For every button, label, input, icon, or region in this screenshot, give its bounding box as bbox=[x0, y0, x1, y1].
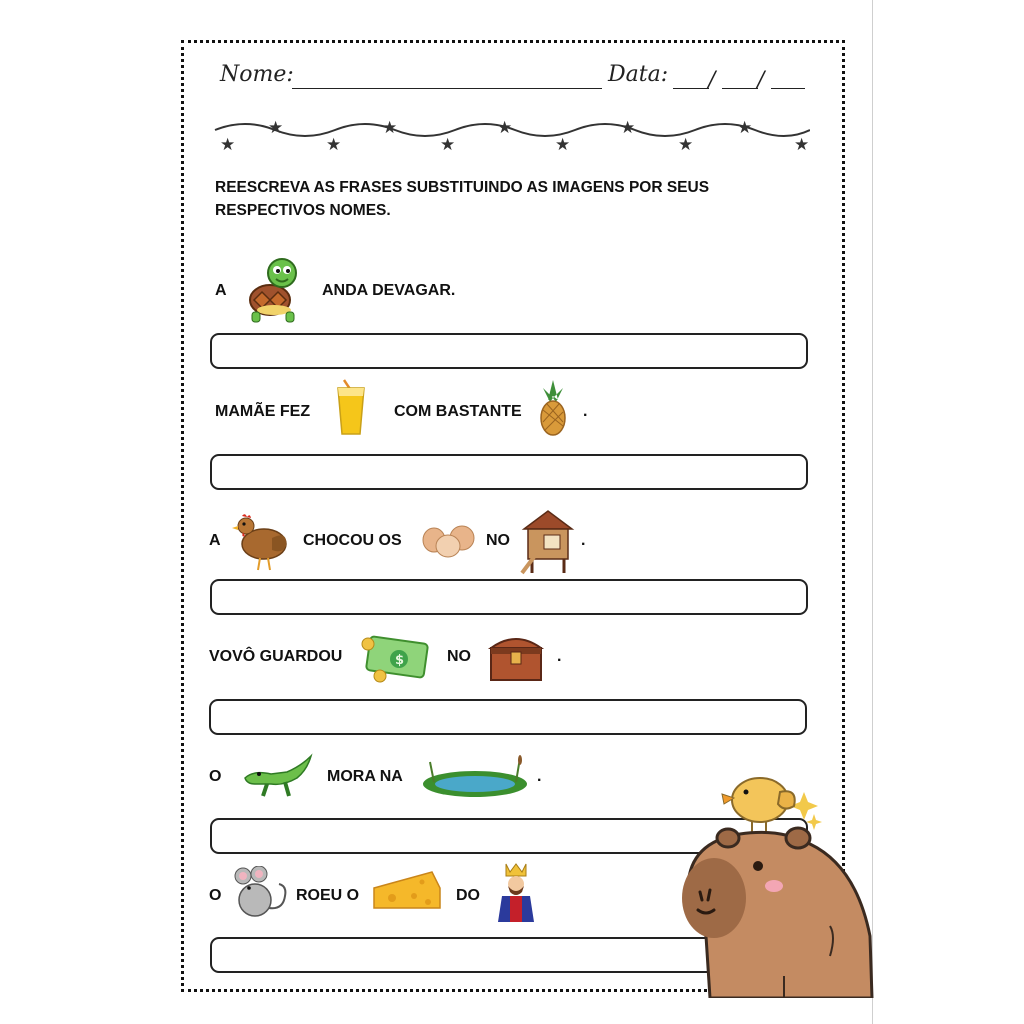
name-input-line[interactable] bbox=[292, 88, 602, 89]
svg-text:★: ★ bbox=[620, 118, 636, 138]
sentence-4-text-a: VOVÔ GUARDOU bbox=[209, 648, 343, 665]
sentence-5-text-b: MORA NA bbox=[327, 768, 403, 785]
hen-icon bbox=[232, 510, 290, 572]
chicken-coop-icon bbox=[520, 507, 576, 575]
mouse-icon bbox=[233, 866, 289, 920]
sentence-1-text-b: ANDA DEVAGAR. bbox=[322, 282, 456, 299]
eggs-icon bbox=[420, 522, 478, 558]
date-slash-2: / bbox=[757, 68, 765, 93]
king-icon bbox=[494, 862, 538, 924]
sentence-1-word-a: A bbox=[215, 282, 227, 299]
pineapple-icon bbox=[535, 378, 571, 438]
answer-box-3[interactable] bbox=[210, 579, 808, 615]
svg-text:★: ★ bbox=[220, 135, 236, 155]
svg-text:$: $ bbox=[395, 653, 405, 668]
sentence-5-word-a: O bbox=[209, 768, 222, 785]
crocodile-icon bbox=[243, 752, 313, 802]
sentence-4-period: . bbox=[557, 648, 562, 665]
date-year-line[interactable] bbox=[771, 88, 805, 89]
svg-text:★: ★ bbox=[326, 135, 342, 155]
svg-text:★: ★ bbox=[497, 118, 513, 138]
turtle-icon bbox=[244, 256, 304, 324]
sentence-3-word-a: A bbox=[209, 532, 221, 549]
date-day-line[interactable] bbox=[673, 88, 709, 89]
sentence-2-text-b: COM BASTANTE bbox=[394, 403, 522, 420]
date-slash-1: / bbox=[708, 68, 716, 93]
date-label: Data: bbox=[608, 62, 669, 87]
answer-box-1[interactable] bbox=[210, 333, 808, 369]
sentence-5-period: . bbox=[537, 768, 542, 785]
sentence-2-period: . bbox=[583, 403, 588, 420]
name-label: Nome: bbox=[220, 62, 294, 87]
sentence-6-word-c: DO bbox=[456, 887, 480, 904]
cheese-icon bbox=[372, 868, 442, 912]
money-icon bbox=[360, 632, 430, 684]
sentence-3-text-b: CHOCOU OS bbox=[303, 532, 402, 549]
instruction-text: REESCREVA AS FRASES SUBSTITUINDO AS IMAGENS POR SEUS RESPECTIVOS NOMES. bbox=[215, 179, 710, 219]
svg-text:★: ★ bbox=[440, 135, 456, 155]
svg-text:★: ★ bbox=[737, 118, 753, 138]
sentence-4-word-b: NO bbox=[447, 648, 471, 665]
svg-text:★: ★ bbox=[268, 118, 284, 138]
sentence-2-text-a: MAMÃE FEZ bbox=[215, 403, 311, 420]
date-month-line[interactable] bbox=[722, 88, 758, 89]
sentence-3-word-c: NO bbox=[486, 532, 510, 549]
juice-glass-icon bbox=[332, 378, 370, 436]
svg-text:★: ★ bbox=[678, 135, 694, 155]
sentence-6-text-b: ROEU O bbox=[296, 887, 360, 904]
svg-text:★: ★ bbox=[794, 135, 810, 155]
answer-box-4[interactable] bbox=[209, 699, 807, 735]
star-wave-divider bbox=[210, 112, 810, 156]
answer-box-2[interactable] bbox=[210, 454, 808, 490]
sentence-3-period: . bbox=[581, 532, 586, 549]
svg-text:★: ★ bbox=[382, 118, 398, 138]
capybara-with-chick-decoration bbox=[680, 766, 880, 998]
treasure-chest-icon bbox=[487, 628, 545, 684]
pond-icon bbox=[420, 754, 530, 798]
svg-text:★: ★ bbox=[555, 135, 571, 155]
sentence-6-word-a: O bbox=[209, 887, 222, 904]
